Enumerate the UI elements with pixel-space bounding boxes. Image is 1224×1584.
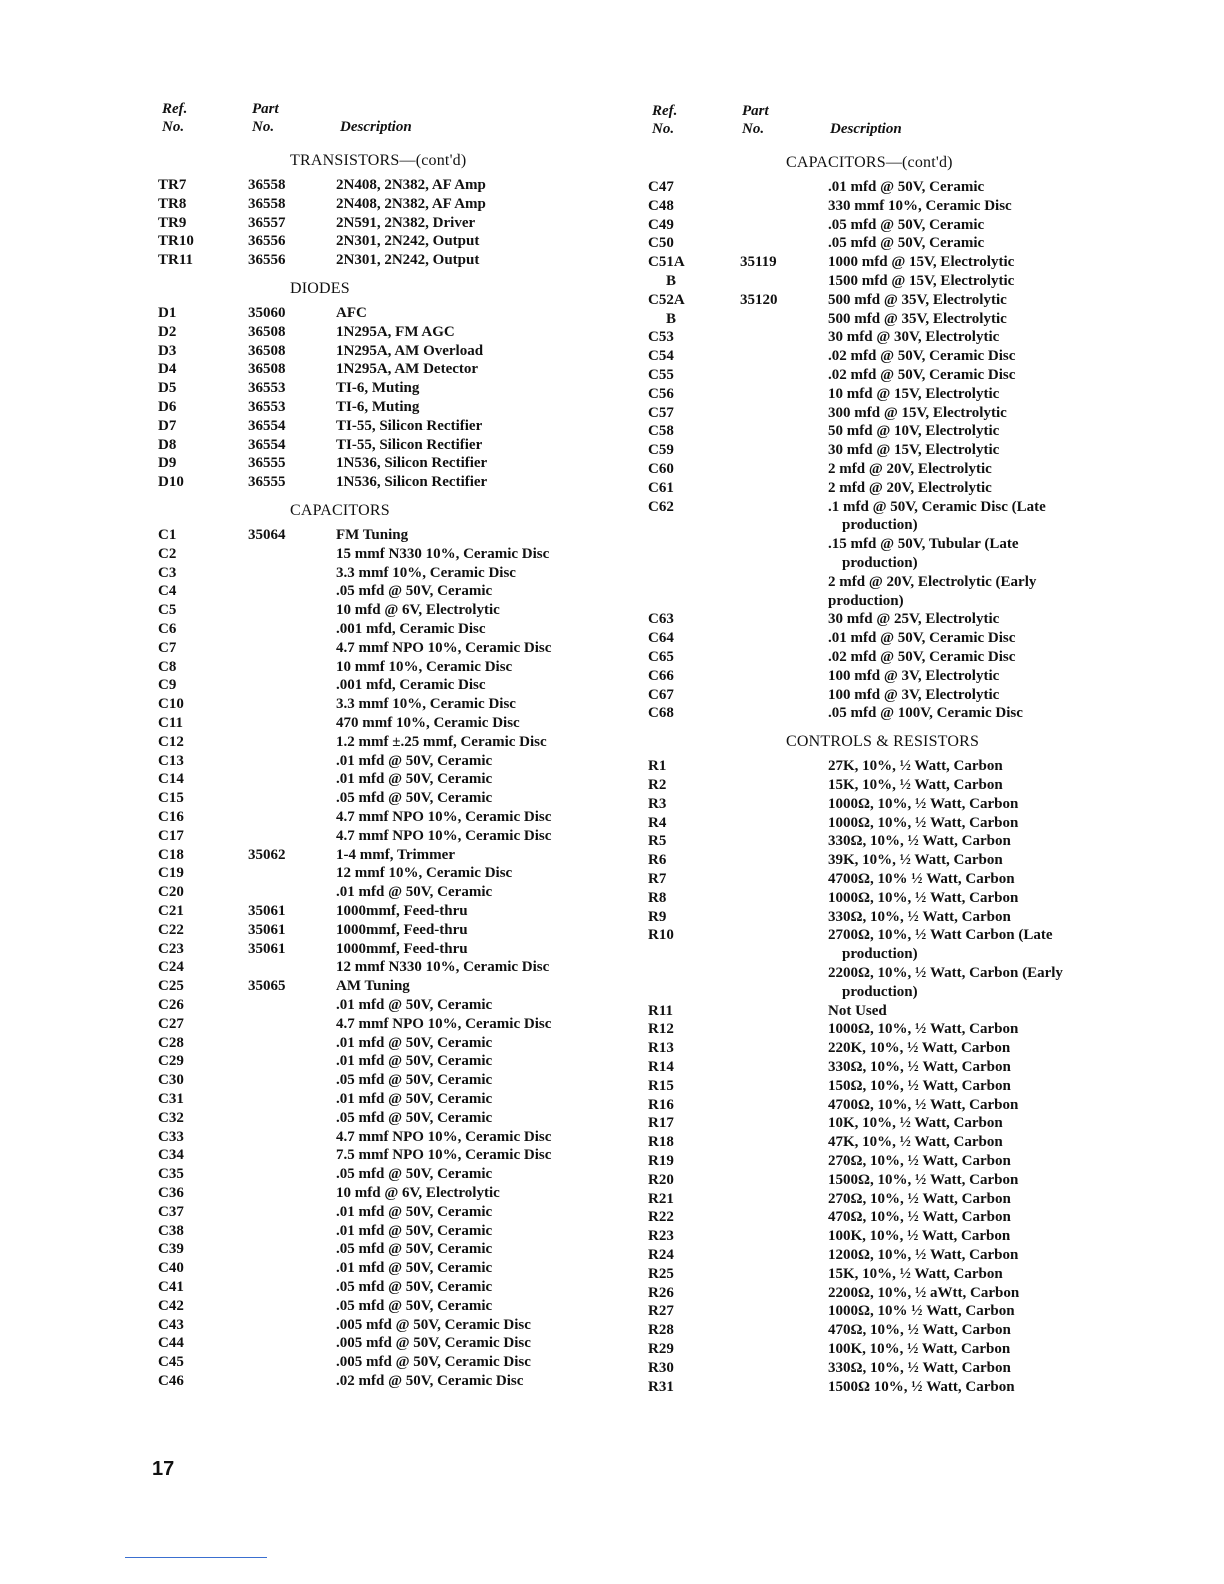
part-description: TI-55, Silicon Rectifier <box>336 436 483 453</box>
ref-number: R27 <box>648 1303 674 1320</box>
ref-number: C60 <box>648 461 674 477</box>
ref-number: C44 <box>158 1335 184 1352</box>
ref-number: C68 <box>648 705 674 722</box>
part-description: 330Ω, 10%, ½ Watt, Carbon <box>828 908 1011 925</box>
ref-number: R25 <box>648 1265 674 1282</box>
part-description: 7.5 mmf NPO 10%, Ceramic Disc <box>336 1147 552 1164</box>
part-description: 4.7 mmf NPO 10%, Ceramic Disc <box>336 809 552 825</box>
part-number: 36553 <box>248 399 286 415</box>
ref-number: C9 <box>158 677 177 694</box>
ref-number: C12 <box>158 733 184 750</box>
part-description: 2N591, 2N382, Driver <box>336 214 476 231</box>
part-description: 330 mmf 10%, Ceramic Disc <box>828 197 1012 214</box>
ref-number: D9 <box>158 455 177 472</box>
ref-number: R2 <box>648 777 667 793</box>
part-description: 470Ω, 10%, ½ Watt, Carbon <box>828 1322 1011 1339</box>
part-number: 35061 <box>248 940 286 957</box>
part-description: Not Used <box>828 1002 887 1019</box>
part-description: 12 mmf 10%, Ceramic Disc <box>336 865 513 882</box>
part-description: 1N295A, FM AGC <box>336 323 455 340</box>
part-description: 2N408, 2N382, AF Amp <box>336 177 486 193</box>
part-number: 36554 <box>248 436 286 453</box>
part-description: .05 mfd @ 50V, Ceramic <box>336 1166 493 1183</box>
part-number: 36556 <box>248 252 286 269</box>
ref-number: R16 <box>648 1096 674 1113</box>
ref-number: C62 <box>648 498 674 515</box>
part-description: .01 mfd @ 50V, Ceramic <box>336 1203 493 1220</box>
part-description: .01 mfd @ 50V, Ceramic <box>336 1091 493 1107</box>
part-description: 10 mfd @ 15V, Electrolytic <box>828 385 1000 402</box>
part-description: 39K, 10%, ½ Watt, Carbon <box>828 852 1003 869</box>
part-description: .05 mfd @ 50V, Ceramic <box>336 1072 493 1089</box>
part-label: Part <box>742 103 769 119</box>
ref-number: C30 <box>158 1072 184 1089</box>
ref-number: D2 <box>158 323 177 340</box>
description-label: Description <box>830 121 902 137</box>
ref-number: C39 <box>158 1241 184 1258</box>
ref-number: D8 <box>158 436 177 453</box>
part-number: 36556 <box>248 233 286 250</box>
ref-number: R10 <box>648 927 674 944</box>
ref-number: D3 <box>158 342 177 359</box>
part-description: 30 mfd @ 25V, Electrolytic <box>828 611 1000 628</box>
part-description: production) <box>842 555 918 571</box>
part-description: 10 mmf 10%, Ceramic Disc <box>336 658 513 675</box>
part-number: 35061 <box>248 921 286 938</box>
ref-number: C31 <box>158 1091 184 1107</box>
part-description: .005 mfd @ 50V, Ceramic Disc <box>336 1316 531 1333</box>
part-number: 36555 <box>248 455 286 472</box>
part-description: .15 mfd @ 50V, Tubular (Late <box>828 536 1019 553</box>
part-description: 15K, 10%, ½ Watt, Carbon <box>828 777 1003 793</box>
ref-number: C18 <box>158 846 184 863</box>
part-description: .1 mfd @ 50V, Ceramic Disc (Late <box>828 498 1046 515</box>
ref-number: C49 <box>648 216 674 233</box>
ref-number: R15 <box>648 1077 674 1094</box>
ref-number: C8 <box>158 658 177 675</box>
ref-number: TR11 <box>158 252 194 269</box>
ref-number: C57 <box>648 404 674 421</box>
part-description: 4.7 mmf NPO 10%, Ceramic Disc <box>336 827 552 844</box>
part-description: AM Tuning <box>336 978 410 995</box>
part-description: TI-6, Muting <box>336 399 420 415</box>
part-description: .02 mfd @ 50V, Ceramic Disc <box>336 1373 524 1389</box>
part-description: .01 mfd @ 50V, Ceramic <box>336 1034 493 1051</box>
ref-number: C50 <box>648 235 674 252</box>
part-description: production) <box>842 517 918 534</box>
ref-number: R18 <box>648 1134 674 1151</box>
ref-number: C16 <box>158 809 184 825</box>
part-label: Part <box>252 101 279 117</box>
part-description: 1N536, Silicon Rectifier <box>336 474 488 491</box>
part-description: 100K, 10%, ½ Watt, Carbon <box>828 1341 1011 1357</box>
part-description: 30 mfd @ 30V, Electrolytic <box>828 329 1000 346</box>
ref-number: R1 <box>648 758 667 775</box>
part-description: 12 mmf N330 10%, Ceramic Disc <box>336 959 550 976</box>
ref-number: D6 <box>158 399 177 415</box>
part-description: 1000Ω, 10%, ½ Watt, Carbon <box>828 1021 1019 1038</box>
ref-number: C37 <box>158 1203 184 1220</box>
no-label: No. <box>652 121 675 137</box>
ref-number: C58 <box>648 423 674 440</box>
ref-number: R8 <box>648 889 667 906</box>
ref-number: C61 <box>648 479 674 496</box>
ref-number: C63 <box>648 611 674 628</box>
ref-number: D5 <box>158 380 177 397</box>
part-description: TI-55, Silicon Rectifier <box>336 417 483 434</box>
part-description: 1000Ω, 10%, ½ Watt, Carbon <box>828 889 1019 906</box>
ref-number: C5 <box>158 602 177 619</box>
part-description: .01 mfd @ 50V, Ceramic <box>336 771 493 788</box>
ref-number: R14 <box>648 1059 674 1075</box>
part-description: 1-4 mmf, Trimmer <box>336 846 455 863</box>
part-description: 4700Ω, 10%, ½ Watt, Carbon <box>828 1096 1019 1113</box>
ref-number: C2 <box>158 545 177 562</box>
part-description: 1500Ω 10%, ½ Watt, Carbon <box>828 1378 1015 1395</box>
ref-number: TR9 <box>158 214 187 231</box>
ref-number: C27 <box>158 1015 184 1032</box>
ref-number: R4 <box>648 814 667 831</box>
ref-number: C26 <box>158 997 184 1013</box>
ref-number: C21 <box>158 903 184 919</box>
part-description: .05 mfd @ 50V, Ceramic <box>336 1109 493 1126</box>
part-description: .01 mfd @ 50V, Ceramic <box>336 1222 493 1239</box>
ref-number: C15 <box>158 790 184 807</box>
part-description: 330Ω, 10%, ½ Watt, Carbon <box>828 1059 1011 1075</box>
section-title: TRANSISTORS—(cont'd) <box>290 152 467 169</box>
part-description: AFC <box>336 305 367 321</box>
ref-number: C22 <box>158 921 184 938</box>
ref-number: C1 <box>158 527 177 543</box>
ref-number: C67 <box>648 686 674 703</box>
ref-number: C52A <box>648 291 685 308</box>
ref-number: C42 <box>158 1297 184 1314</box>
ref-number: C17 <box>158 827 184 844</box>
ref-number: C4 <box>158 583 177 600</box>
part-number: 36558 <box>248 177 286 193</box>
part-description: .01 mfd @ 50V, Ceramic <box>828 179 985 195</box>
part-description: 100K, 10%, ½ Watt, Carbon <box>828 1228 1011 1245</box>
part-description: 500 mfd @ 35V, Electrolytic <box>828 291 1007 308</box>
ref-number: C24 <box>158 959 184 976</box>
no-label: No. <box>162 119 185 135</box>
part-description: 3.3 mmf 10%, Ceramic Disc <box>336 564 516 581</box>
part-description: 500 mfd @ 35V, Electrolytic <box>828 310 1007 327</box>
part-number: 36554 <box>248 417 286 434</box>
part-description: 100 mfd @ 3V, Electrolytic <box>828 686 1000 703</box>
right-description-header <box>830 120 902 138</box>
ref-number: R17 <box>648 1115 674 1132</box>
part-description: 10 mfd @ 6V, Electrolytic <box>336 602 500 619</box>
part-description: 1.2 mmf ±.25 mmf, Ceramic Disc <box>336 733 547 750</box>
part-description: .05 mfd @ 50V, Ceramic <box>336 583 493 600</box>
ref-number: C6 <box>158 621 177 637</box>
part-description: 470 mmf 10%, Ceramic Disc <box>336 715 520 731</box>
part-number: 36557 <box>248 214 286 231</box>
part-description: 50 mfd @ 10V, Electrolytic <box>828 423 1000 440</box>
part-description: .01 mfd @ 50V, Ceramic <box>336 1260 493 1277</box>
part-description: .02 mfd @ 50V, Ceramic Disc <box>828 367 1016 383</box>
ref-number: C3 <box>158 564 177 581</box>
part-description: production) <box>828 592 904 609</box>
ref-number: R11 <box>648 1002 674 1019</box>
part-description: 2700Ω, 10%, ½ Watt Carbon (Late <box>828 927 1053 944</box>
part-description: 1000mmf, Feed-thru <box>336 903 468 919</box>
ref-number: D10 <box>158 474 184 491</box>
ref-number: TR10 <box>158 233 194 250</box>
part-description: 15K, 10%, ½ Watt, Carbon <box>828 1265 1003 1282</box>
part-description: 1000mmf, Feed-thru <box>336 940 468 957</box>
part-description: 470Ω, 10%, ½ Watt, Carbon <box>828 1209 1011 1226</box>
part-description: production) <box>842 946 918 963</box>
part-description: 1000Ω, 10% ½ Watt, Carbon <box>828 1303 1015 1320</box>
no-label: No. <box>742 121 765 137</box>
part-description: 2 mfd @ 20V, Electrolytic <box>828 461 992 477</box>
part-description: .005 mfd @ 50V, Ceramic Disc <box>336 1354 531 1371</box>
ref-number: C66 <box>648 667 674 684</box>
part-number: 36555 <box>248 474 286 491</box>
part-number: 36508 <box>248 323 286 340</box>
part-description: 30 mfd @ 15V, Electrolytic <box>828 442 1000 459</box>
ref-number: C47 <box>648 179 674 195</box>
part-description: 2 mfd @ 20V, Electrolytic (Early <box>828 573 1037 590</box>
part-description: .01 mfd @ 50V, Ceramic <box>336 884 493 901</box>
part-description: 330Ω, 10%, ½ Watt, Carbon <box>828 833 1011 850</box>
right-part-header <box>742 102 769 138</box>
ref-number: C48 <box>648 197 674 214</box>
part-description: .05 mfd @ 50V, Ceramic <box>336 1297 493 1314</box>
part-description: 1500 mfd @ 15V, Electrolytic <box>828 273 1015 289</box>
ref-number: C23 <box>158 940 184 957</box>
ref-number: R23 <box>648 1228 674 1245</box>
ref-number: C13 <box>158 752 184 769</box>
right-ref-header <box>652 102 677 138</box>
part-number: 35060 <box>248 305 286 321</box>
footer-rule <box>125 1557 267 1558</box>
ref-number: C43 <box>158 1316 184 1333</box>
ref-label: Ref. <box>162 101 188 117</box>
part-description: .05 mfd @ 50V, Ceramic <box>828 216 985 233</box>
part-description: 10K, 10%, ½ Watt, Carbon <box>828 1115 1003 1132</box>
ref-number: R22 <box>648 1209 674 1226</box>
part-description: 2N408, 2N382, AF Amp <box>336 195 486 212</box>
part-number: 36508 <box>248 361 286 378</box>
part-description: 4700Ω, 10% ½ Watt, Carbon <box>828 871 1015 887</box>
section-title: CAPACITORS <box>290 502 390 519</box>
part-description: .05 mfd @ 50V, Ceramic <box>828 235 985 252</box>
part-description: .01 mfd @ 50V, Ceramic <box>336 1053 493 1070</box>
ref-number: C45 <box>158 1354 184 1371</box>
ref-number: D1 <box>158 305 177 321</box>
part-number: 35064 <box>248 527 286 543</box>
ref-number: C65 <box>648 649 674 665</box>
part-description: 47K, 10%, ½ Watt, Carbon <box>828 1134 1003 1151</box>
part-description: .05 mfd @ 100V, Ceramic Disc <box>828 705 1023 722</box>
ref-number: C7 <box>158 639 177 656</box>
ref-number: R5 <box>648 833 667 850</box>
part-description: .02 mfd @ 50V, Ceramic Disc <box>828 649 1016 665</box>
part-number: 35062 <box>248 846 286 863</box>
ref-number: C14 <box>158 771 184 788</box>
part-description: 1000Ω, 10%, ½ Watt, Carbon <box>828 795 1019 812</box>
description-label: Description <box>340 119 412 135</box>
ref-number: R12 <box>648 1021 674 1038</box>
part-description: 270Ω, 10%, ½ Watt, Carbon <box>828 1190 1011 1207</box>
part-description: .05 mfd @ 50V, Ceramic <box>336 1241 493 1258</box>
part-description: 1000mmf, Feed-thru <box>336 921 468 938</box>
ref-number: C33 <box>158 1128 184 1145</box>
ref-number: C56 <box>648 385 674 402</box>
part-number: 36553 <box>248 380 286 397</box>
ref-number: C51A <box>648 254 685 271</box>
ref-number: R13 <box>648 1040 674 1057</box>
part-description: .05 mfd @ 50V, Ceramic <box>336 790 493 807</box>
part-description: 10 mfd @ 6V, Electrolytic <box>336 1185 500 1201</box>
page-number: 17 <box>152 1458 175 1480</box>
ref-number: C10 <box>158 696 184 713</box>
part-description: .001 mfd, Ceramic Disc <box>336 621 486 637</box>
part-description: 300 mfd @ 15V, Electrolytic <box>828 404 1007 421</box>
ref-number: C32 <box>158 1109 184 1126</box>
part-description: 2200Ω, 10%, ½ Watt, Carbon (Early <box>828 965 1063 981</box>
part-description: 100 mfd @ 3V, Electrolytic <box>828 667 1000 684</box>
ref-number: R19 <box>648 1153 674 1169</box>
part-number: 36508 <box>248 342 286 359</box>
ref-number: B <box>666 310 677 327</box>
part-description: 1N536, Silicon Rectifier <box>336 455 488 472</box>
part-description: 4.7 mmf NPO 10%, Ceramic Disc <box>336 1128 552 1145</box>
ref-number: C25 <box>158 978 184 995</box>
ref-number: C11 <box>158 715 184 731</box>
part-description: 270Ω, 10%, ½ Watt, Carbon <box>828 1153 1011 1169</box>
ref-number: R31 <box>648 1378 674 1395</box>
part-description: 27K, 10%, ½ Watt, Carbon <box>828 758 1003 775</box>
ref-number: R28 <box>648 1322 674 1339</box>
section-title: DIODES <box>290 280 350 297</box>
ref-number: C35 <box>158 1166 184 1183</box>
ref-number: R3 <box>648 795 667 812</box>
ref-number: C40 <box>158 1260 184 1277</box>
ref-number: R6 <box>648 852 667 869</box>
part-description: .01 mfd @ 50V, Ceramic <box>336 752 493 769</box>
ref-number: C29 <box>158 1053 184 1070</box>
part-description: production) <box>842 983 918 1000</box>
ref-number: C38 <box>158 1222 184 1239</box>
ref-number: B <box>666 273 677 289</box>
part-description: .01 mfd @ 50V, Ceramic Disc <box>828 630 1016 647</box>
ref-number: C64 <box>648 630 674 647</box>
ref-number: R21 <box>648 1190 674 1207</box>
part-number: 36558 <box>248 195 286 212</box>
ref-number: C59 <box>648 442 674 459</box>
part-description: 2200Ω, 10%, ½ aWtt, Carbon <box>828 1284 1020 1301</box>
part-description: 4.7 mmf NPO 10%, Ceramic Disc <box>336 1015 552 1032</box>
ref-number: C55 <box>648 367 674 383</box>
section-title: CAPACITORS—(cont'd) <box>786 154 953 171</box>
ref-number: C34 <box>158 1147 184 1164</box>
ref-number: R9 <box>648 908 667 925</box>
part-number: 35065 <box>248 978 286 995</box>
ref-number: R30 <box>648 1359 674 1376</box>
part-description: 4.7 mmf NPO 10%, Ceramic Disc <box>336 639 552 656</box>
part-description: .005 mfd @ 50V, Ceramic Disc <box>336 1335 531 1352</box>
ref-number: R7 <box>648 871 667 887</box>
part-description: 1000Ω, 10%, ½ Watt, Carbon <box>828 814 1019 831</box>
section-title: CONTROLS & RESISTORS <box>786 733 980 751</box>
part-description: 1000 mfd @ 15V, Electrolytic <box>828 254 1015 271</box>
part-number: 35120 <box>740 291 778 308</box>
part-number: 35119 <box>740 254 777 271</box>
part-description: .02 mfd @ 50V, Ceramic Disc <box>828 348 1016 365</box>
ref-number: C19 <box>158 865 184 882</box>
ref-number: TR7 <box>158 177 187 193</box>
ref-number: D4 <box>158 361 177 378</box>
part-description: 1500Ω, 10%, ½ Watt, Carbon <box>828 1171 1019 1188</box>
part-description: 3.3 mmf 10%, Ceramic Disc <box>336 696 516 713</box>
part-description: 15 mmf N330 10%, Ceramic Disc <box>336 545 550 562</box>
part-description: 1N295A, AM Overload <box>336 342 484 359</box>
part-description: .05 mfd @ 50V, Ceramic <box>336 1279 493 1295</box>
ref-number: R24 <box>648 1247 674 1263</box>
part-description: 2N301, 2N242, Output <box>336 233 480 250</box>
ref-number: C41 <box>158 1279 184 1295</box>
part-description: 330Ω, 10%, ½ Watt, Carbon <box>828 1359 1011 1376</box>
part-description: FM Tuning <box>336 527 409 543</box>
ref-number: TR8 <box>158 195 187 212</box>
part-description: 1200Ω, 10%, ½ Watt, Carbon <box>828 1247 1019 1263</box>
ref-number: R29 <box>648 1341 674 1357</box>
ref-number: R26 <box>648 1284 674 1301</box>
ref-number: C20 <box>158 884 184 901</box>
part-description: 1N295A, AM Detector <box>336 361 479 378</box>
part-description: 150Ω, 10%, ½ Watt, Carbon <box>828 1077 1011 1094</box>
ref-number: R20 <box>648 1171 674 1188</box>
part-description: TI-6, Muting <box>336 380 420 397</box>
part-description: 220K, 10%, ½ Watt, Carbon <box>828 1040 1011 1057</box>
ref-number: C36 <box>158 1185 184 1201</box>
ref-number: D7 <box>158 417 177 434</box>
part-description: 2 mfd @ 20V, Electrolytic <box>828 479 992 496</box>
ref-number: C54 <box>648 348 674 365</box>
ref-number: C28 <box>158 1034 184 1051</box>
part-number: 35061 <box>248 903 286 919</box>
ref-number: C46 <box>158 1373 184 1389</box>
ref-label: Ref. <box>652 103 678 119</box>
part-description: .01 mfd @ 50V, Ceramic <box>336 997 493 1013</box>
ref-number: C53 <box>648 329 674 346</box>
part-description: 2N301, 2N242, Output <box>336 252 480 269</box>
no-label: No. <box>252 119 275 135</box>
part-description: .001 mfd, Ceramic Disc <box>336 677 486 694</box>
